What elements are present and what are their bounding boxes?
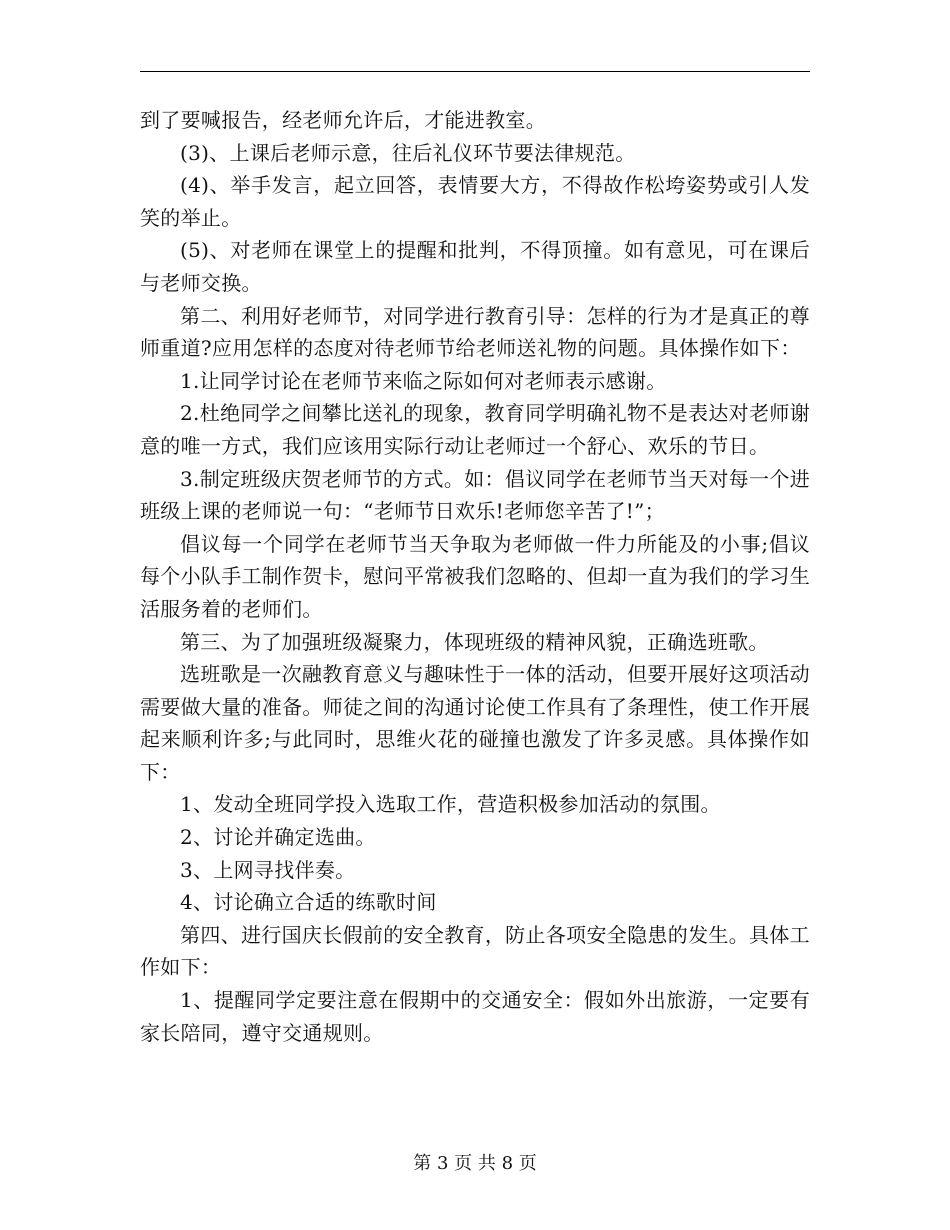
paragraph: (5)、对老师在课堂上的提醒和批判，不得顶撞。如有意见，可在课后与老师交换。 [140, 238, 810, 295]
paragraph: 第三、为了加强班级凝聚力，体现班级的精神风貌，正确选班歌。 [180, 629, 769, 654]
paragraph: 2、讨论并确定选曲。 [180, 825, 376, 850]
paragraph: 1、提醒同学定要注意在假期中的交通安全：假如外出旅游，一定要有家长陪同，遵守交通规则。 [140, 988, 810, 1045]
paragraph: (4)、举手发言，起立回答，表情要大方，不得故作松垮姿势或引人发笑的举止。 [140, 173, 810, 230]
paragraph: 选班歌是一次融教育意义与趣味性于一体的活动，但要开展好这项活动需要做大量的准备。师徒之间的沟通讨论使工作具有了条理性，使工作开展起来顺利许多;与此同时，思维火花的碰撞也激发了许多灵感。具体操作如下： [140, 662, 810, 784]
header-rule [140, 71, 810, 72]
paragraph: 1、发动全班同学投入选取工作，营造积极参加活动的氛围。 [180, 792, 721, 817]
paragraph: 第二、利用好老师节，对同学进行教育引导：怎样的行为才是真正的尊师重道?应用怎样的态度对待老师节给老师送礼物的问题。具体操作如下： [140, 303, 810, 361]
paragraph: 第四、进行国庆长假前的安全教育，防止各项安全隐患的发生。具体工作如下： [140, 922, 810, 980]
paragraph: 2.杜绝同学之间攀比送礼的现象，教育同学明确礼物不是表达对老师谢意的唯一方式，我们应该用实际行动让老师过一个舒心、欢乐的节日。 [140, 401, 810, 458]
document-body [140, 104, 810, 1049]
paragraph: 3.制定班级庆贺老师节的方式。如：倡议同学在老师节当天对每一个进班级上课的老师说一句：“老师节日欢乐!老师您辛苦了!”； [140, 466, 810, 524]
paragraph: (3)、上课后老师示意，往后礼仪环节要法律规范。 [180, 140, 636, 165]
paragraph: 4、讨论确立合适的练歌时间 [180, 890, 437, 915]
paragraph: 到了要喊报告，经老师允许后，才能进教室。 [140, 108, 546, 132]
paragraph: 3、上网寻找伴奏。 [180, 857, 356, 882]
paragraph: 1.让同学讨论在老师节来临之际如何对老师表示感谢。 [180, 368, 667, 393]
page-number-footer: 第 3 页 共 8 页 [413, 1153, 537, 1174]
paragraph: 倡议每一个同学在老师节当天争取为老师做一件力所能及的小事;倡议每个小队手工制作贺卡，慰问平常被我们忽略的、但却一直为我们的学习生活服务着的老师们。 [140, 531, 810, 621]
